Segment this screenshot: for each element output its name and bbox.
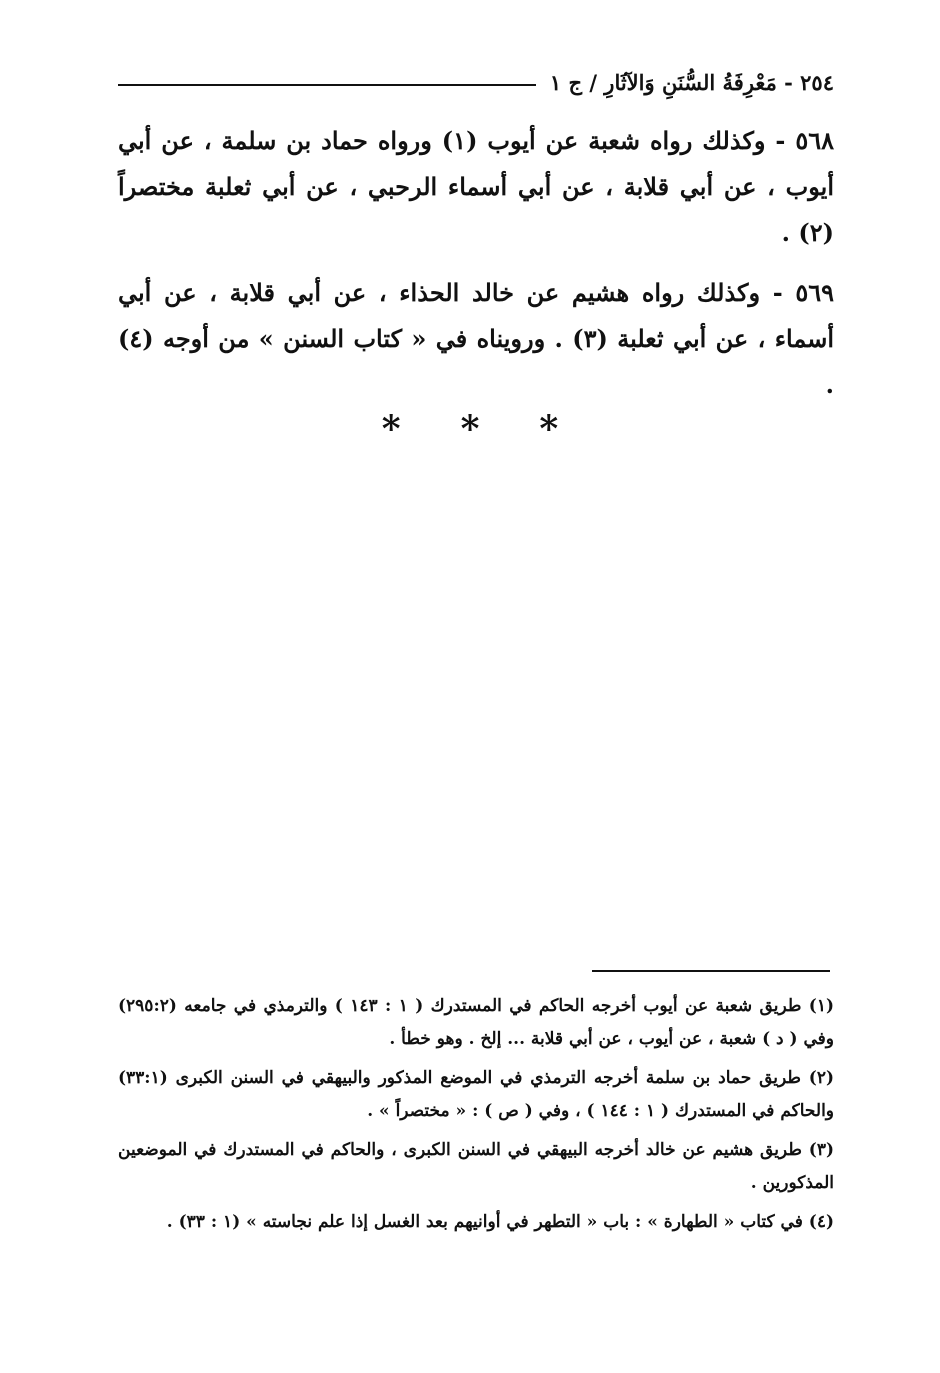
header-rule — [118, 84, 536, 86]
separator-star: * — [381, 408, 401, 450]
footnote-1: (١) طريق شعبة عن أيوب أخرجه الحاكم في المستدرك ( ١ : ١٤٣ ) والترمذي في جامعه (٢٩٥:٢) وفي ( د ) شعبة ، عن أيوب ، عن أبي قلابة ... إلخ . وهو خطأ . — [118, 996, 834, 1049]
main-text — [118, 118, 834, 422]
paragraph-568: ٥٦٨ - وكذلك رواه شعبة عن أيوب (١) ورواه حماد بن سلمة ، عن أبي أيوب ، عن أبي قلابة ، عن أبي أسماء الرحبي ، عن أبي ثعلبة مختصراً (٢) . — [118, 126, 835, 247]
page-header — [118, 62, 834, 102]
footnote-4: (٤) في كتاب « الطهارة » : باب « التطهر في أوانيهم بعد الغسل إذا علم نجاسته » (١ : ٣٣) . — [166, 1212, 834, 1232]
footnote-rule — [592, 970, 830, 972]
footnote-2: (٢) طريق حماد بن سلمة أخرجه الترمذي في الموضع المذكور والبيهقي في السنن الكبرى (٣٣:١) والحاكم في المستدرك ( ١ : ١٤٤ ) ، وفي ( ص ) : « مختصراً » . — [118, 1068, 834, 1121]
separator-star: * — [460, 408, 480, 450]
running-head: ٢٥٤ - مَعْرِفَةُ السُّنَنِ وَالآثَارِ / ج ١ — [549, 69, 834, 95]
footnote-3: (٣) طريق هشيم عن خالد أخرجه البيهقي في السنن الكبرى ، والحاكم في المستدرك في الموضعين المذكورين . — [118, 1140, 834, 1193]
section-separator — [0, 408, 940, 450]
separator-star: * — [539, 408, 559, 450]
paragraph-569: ٥٦٩ - وكذلك رواه هشيم عن خالد الحذاء ، عن أبي قلابة ، عن أبي أسماء ، عن أبي ثعلبة (٣) . ورويناه في « كتاب السنن » من أوجه (٤) . — [118, 278, 834, 399]
footnotes — [118, 990, 834, 1245]
